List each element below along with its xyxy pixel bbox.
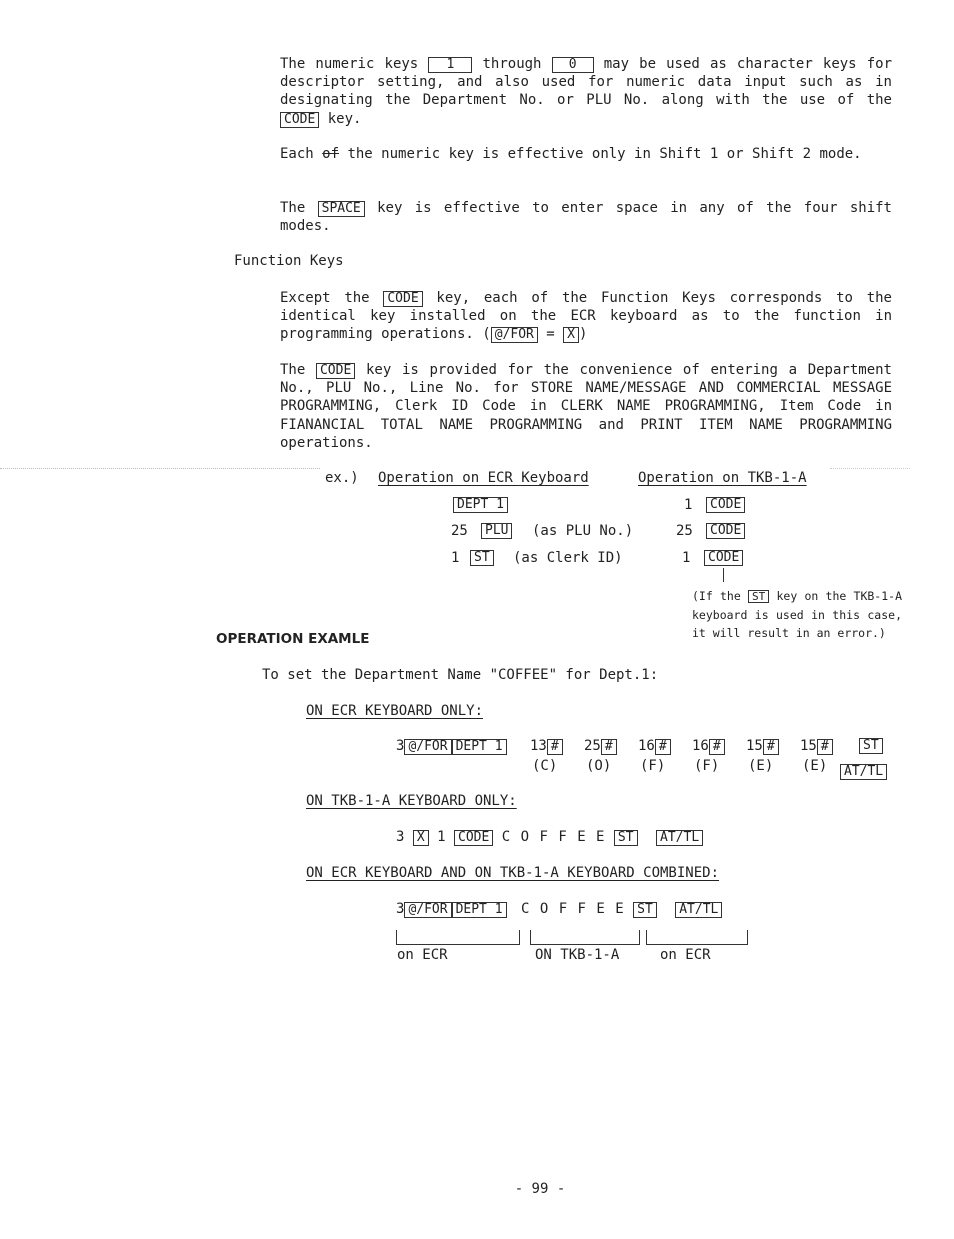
bracket-ecr — [396, 930, 520, 945]
key-dept-1: DEPT 1 — [453, 497, 508, 513]
key-code: CODE — [454, 830, 493, 846]
combined-sequence: 3 @/FOR DEPT 1 C O F F E E ST AT/TL — [396, 901, 722, 918]
tkb-number: 1 — [682, 550, 691, 566]
key-code: CODE — [706, 523, 745, 539]
key-code: CODE — [704, 550, 743, 566]
label-on-tkb: ON TKB-1-A — [535, 947, 620, 963]
tkb-number: 25 — [676, 523, 693, 539]
key-code: CODE — [280, 112, 319, 128]
paragraph-space-key: The SPACE key is effective to enter space in any of the four shift modes. — [280, 200, 892, 235]
key-hash: # — [817, 739, 833, 755]
struck-text: of — [322, 146, 340, 162]
key-x: X — [413, 830, 429, 846]
key-space: SPACE — [318, 201, 365, 217]
coffee-letters: C O F F E E — [501, 829, 606, 845]
connector-line — [723, 568, 724, 582]
ecr-code-2: 25 # — [584, 738, 617, 755]
operation-intro: To set the Department Name "COFFEE" for Dept.1: — [262, 667, 659, 683]
example-note: (If the ST key on the TKB-1-A keyboard is used in this case, it will result in an error.) — [692, 589, 902, 640]
key-0: 0 — [552, 57, 594, 73]
section-ecr-only-heading: ON ECR KEYBOARD ONLY: — [306, 703, 484, 719]
key-code: CODE — [706, 497, 745, 513]
letter-e: (E) — [748, 758, 774, 774]
paragraph-function-keys: Except the CODE key, each of the Function Keys corresponds to the identical key installed on the ECR keyboard as to the function in programming operations. ( @/FOR = X ) — [280, 290, 892, 343]
letter-e: (E) — [802, 758, 828, 774]
key-1: 1 — [428, 57, 472, 73]
ecr-note: (as PLU No.) — [532, 523, 634, 539]
key-at-tl: AT/TL — [675, 902, 722, 918]
key-for: @/FOR — [491, 327, 538, 343]
divider — [0, 468, 320, 469]
letter-c: (C) — [532, 758, 558, 774]
key-code: CODE — [316, 363, 355, 379]
section-combined-heading: ON ECR KEYBOARD AND ON TKB-1-A KEYBOARD COMBINED: — [306, 865, 720, 881]
key-hash: # — [655, 739, 671, 755]
key-hash: # — [601, 739, 617, 755]
key-at-tl: AT/TL — [656, 830, 703, 846]
key-plu: PLU — [481, 523, 512, 539]
letter-o: (O) — [586, 758, 612, 774]
key-st: ST — [748, 590, 769, 603]
ecr-code-3: 16 # — [638, 738, 671, 755]
ecr-code-5: 15 # — [746, 738, 779, 755]
key-st: ST — [859, 738, 883, 754]
key-code: CODE — [383, 291, 422, 307]
example-col-tkb-heading: Operation on TKB-1-A — [638, 470, 807, 486]
paragraph-code-key: The CODE key is provided for the convenience of entering a Department No., PLU No., Line No. for STORE NAME/MESSAGE AND COMMERCIAL MESSAGE PROGRAMMING, Clerk ID Code in CLERK NAME PROGRAMMING, Item Code in FIANANCIAL TOTAL NAME PROGRAMMING and PRINT ITEM NAME PROGRAMMING operations. — [280, 362, 892, 451]
ecr-code-1: 13 # — [530, 738, 563, 755]
key-dept-1: DEPT 1 — [452, 902, 507, 918]
bracket-ecr — [646, 930, 748, 945]
key-hash: # — [763, 739, 779, 755]
paragraph-numeric-keys: The numeric keys 1 through 0 may be used as character keys for descriptor setting, and also used for numeric data input such as in designating the Department No. or PLU No. along with the use of the CODE key. — [280, 56, 893, 127]
key-hash: # — [709, 739, 725, 755]
key-x: X — [563, 327, 579, 343]
tkb-only-sequence: 3 X 1 CODE C O F F E E ST AT/TL — [396, 829, 703, 846]
tkb-number: 1 — [684, 497, 693, 513]
key-st: ST — [633, 902, 657, 918]
key-hash: # — [547, 739, 563, 755]
key-dept-1: DEPT 1 — [452, 739, 507, 755]
letter-f: (F) — [640, 758, 666, 774]
example-label: ex.) — [325, 470, 359, 486]
ecr-only-sequence: 3 @/FOR DEPT 1 — [396, 738, 507, 755]
ecr-number: 25 — [451, 523, 468, 539]
key-st: ST — [614, 830, 638, 846]
label-on-ecr: on ECR — [660, 947, 711, 963]
example-col-ecr-heading: Operation on ECR Keyboard — [378, 470, 589, 486]
label-on-ecr: on ECR — [397, 947, 448, 963]
operation-heading: OPERATION EXAMLE — [216, 631, 370, 647]
letter-f: (F) — [694, 758, 720, 774]
ecr-code-6: 15 # — [800, 738, 833, 755]
function-keys-heading: Function Keys — [234, 253, 344, 269]
paragraph-shift-mode: Each of the numeric key is effective only in Shift 1 or Shift 2 mode. — [280, 146, 862, 162]
page-number: - 99 - — [514, 1181, 566, 1197]
bracket-tkb — [530, 930, 640, 945]
coffee-letters: C O F F E E — [520, 901, 625, 917]
section-tkb-only-heading: ON TKB-1-A KEYBOARD ONLY: — [306, 793, 517, 809]
ecr-note: (as Clerk ID) — [513, 550, 623, 566]
ecr-code-4: 16 # — [692, 738, 725, 755]
key-st: ST — [470, 550, 494, 566]
divider — [830, 468, 910, 469]
ecr-number: 1 — [451, 550, 460, 566]
key-for: @/FOR — [404, 739, 451, 755]
key-for: @/FOR — [404, 902, 451, 918]
key-at-tl: AT/TL — [840, 764, 887, 780]
